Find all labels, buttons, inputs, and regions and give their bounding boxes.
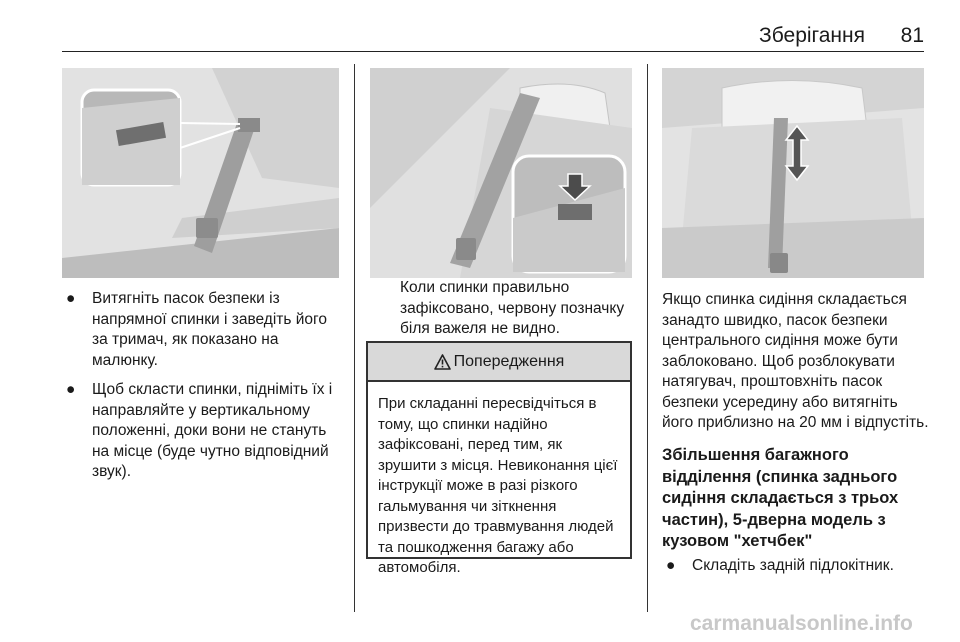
header-rule <box>62 51 924 52</box>
instruction-list <box>62 289 344 492</box>
page-header-title: Зберігання <box>759 24 865 47</box>
warning-header <box>368 343 630 382</box>
list-item: ● Складіть задній підлокітник. <box>666 557 894 574</box>
seat-belt-holder-illustration <box>62 68 339 278</box>
section-heading: Збільшення багажного відділення (спинка заднього сидіння складається з трьох частин), 5-дверна модель з кузовом "хетчбек" <box>662 446 899 550</box>
lever-note-text: Коли спинки правильно зафіксовано, червону позначку біля важеля не видно. <box>400 279 625 337</box>
column-divider <box>354 64 355 612</box>
center-seat-belt-illustration <box>662 68 924 278</box>
warning-triangle-icon <box>434 354 451 370</box>
warning-body: При складанні пересвідчіться в тому, що спинки надійно зафіксовані, перед тим, як зрушити з місця. Невиконання цієї інструкції може в разі різкого гальмування чи зіткнення призвести до травмування людей та пошкодження багажу або автомобіля. <box>378 395 618 576</box>
seat-belt-unlock-text: Якщо спинка сидіння складається занадто швидко, пасок безпеки центрального сидіння може бути заблоковано. Щоб розблокувати натягувач, проштовхніть пасок безпеки усередину або витягніть його приблизно на 20 мм і відпустіть. <box>662 291 929 431</box>
list-item: ● Витягніть пасок безпеки із напрямної спинки і заведіть його за тримач, як показано на малюнку. <box>66 290 327 369</box>
warning-box <box>366 341 632 576</box>
seatback-release-lever-illustration <box>370 68 632 278</box>
list-item: ● Щоб скласти спинки, підніміть їх і направляйте у вертикальному положенні, доки вони не стануть на місце (буде чутно відповідний звук). <box>66 381 333 480</box>
column-divider <box>647 64 648 612</box>
warning-title: Попередження <box>453 352 565 370</box>
watermark: carmanualsonline.info <box>690 612 913 635</box>
page-number: 81 <box>900 24 924 47</box>
